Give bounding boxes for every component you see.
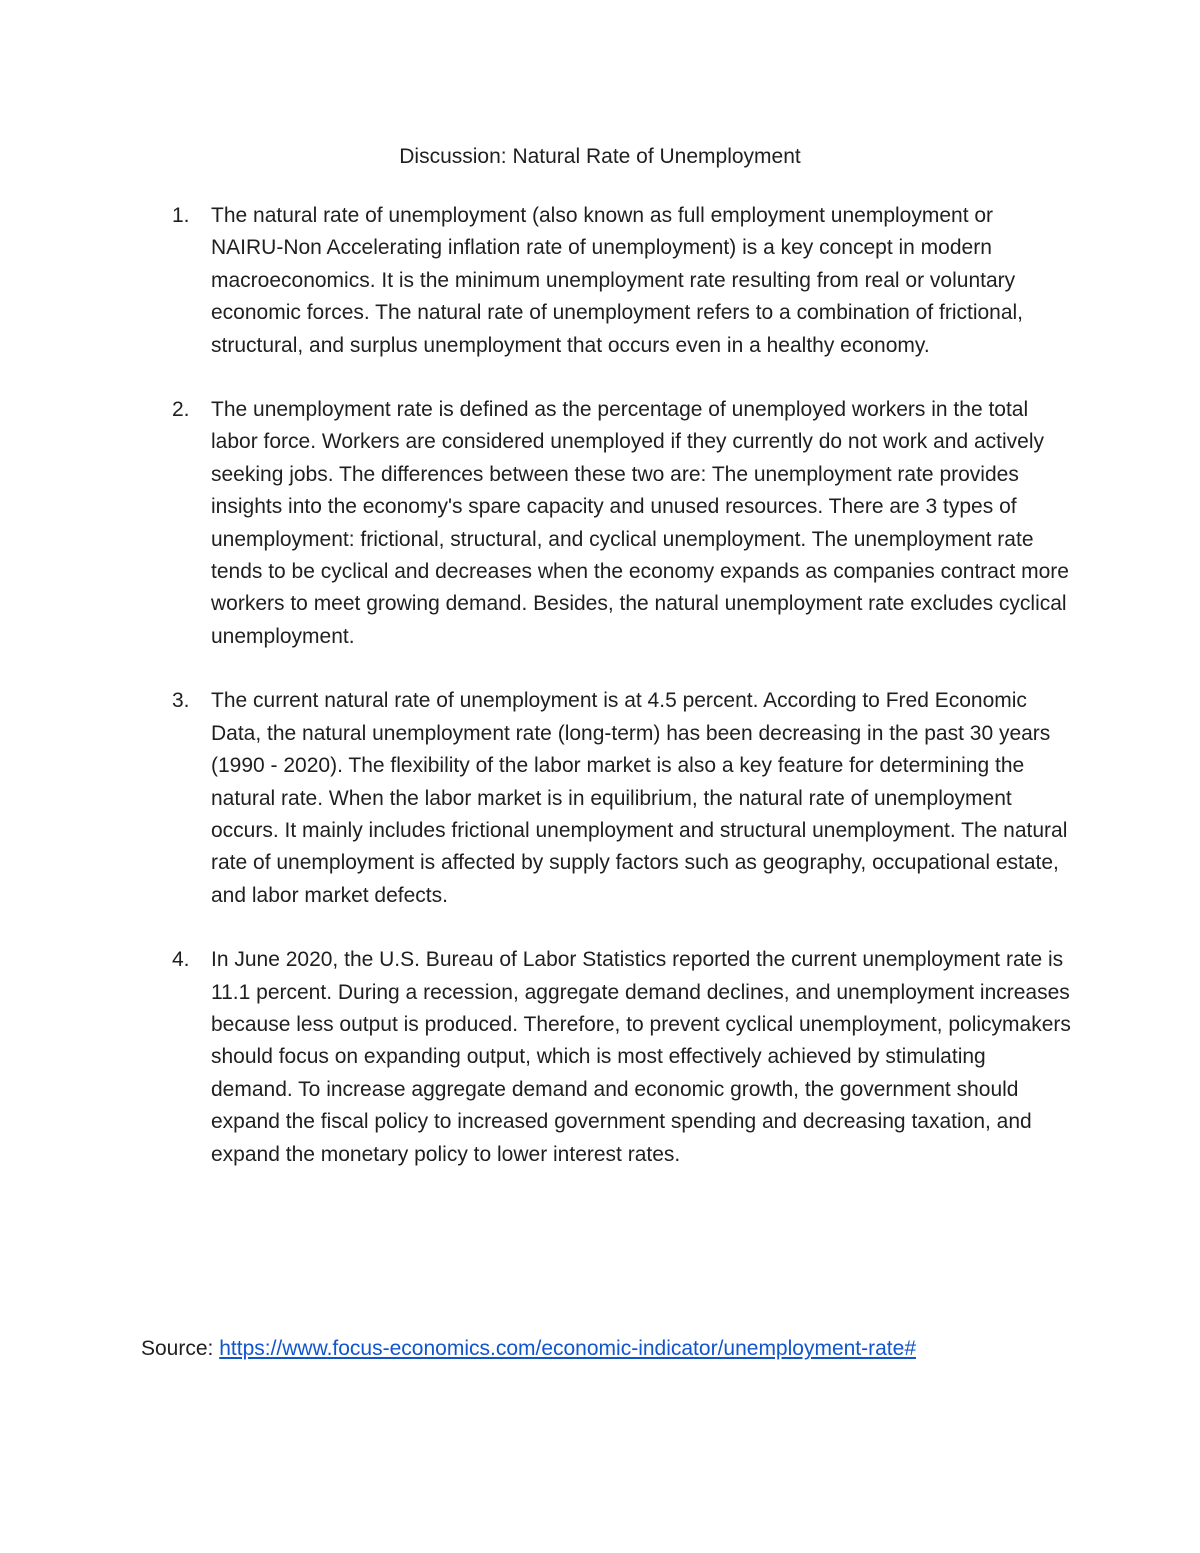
source-line bbox=[141, 1333, 916, 1365]
list-item-number: 1. bbox=[172, 204, 190, 227]
source-link[interactable]: https://www.focus-economics.com/economic-indicator/unemployment-rate# bbox=[219, 1337, 917, 1360]
list-item-text: In June 2020, the U.S. Bureau of Labor Statistics reported the current unemployment rate is 11.1 percent. During a recession, aggregate demand declines, and unemployment increases because less output is produced. Therefore, to prevent cyclical unemployment, policymakers should focus on expanding output, which is most effectively achieved by stimulating demand. To increase aggregate demand and economic growth, the government should expand the fiscal policy to increased government spending and decreasing taxation, and expand the monetary policy to lower interest rates. bbox=[211, 948, 1071, 1166]
list-item-text: The unemployment rate is defined as the percentage of unemployed workers in the total labor force. Workers are considered unemployed if they currently do not work and actively seeking jobs. The differences between these two are: The unemployment rate provides insights into the economy's spare capacity and unused resources. There are 3 types of unemployment: frictional, structural, and cyclical unemployment. The unemployment rate tends to be cyclical and decreases when the economy expands as companies contract more workers to meet growing demand. Besides, the natural unemployment rate excludes cyclical unemployment. bbox=[211, 398, 1069, 648]
document-title: Discussion: Natural Rate of Unemployment bbox=[399, 145, 801, 168]
list-item bbox=[0, 685, 1200, 912]
list-item bbox=[0, 944, 1200, 1171]
list-item bbox=[0, 200, 1200, 362]
list-item-text: The current natural rate of unemployment is at 4.5 percent. According to Fred Economic Data, the natural unemployment rate (long-term) has been decreasing in the past 30 years (1990 - 2020). The flexibility of the labor market is also a key feature for determining the natural rate. When the labor market is in equilibrium, the natural rate of unemployment occurs. It mainly includes frictional unemployment and structural unemployment. The natural rate of unemployment is affected by supply factors such as geography, occupational estate, and labor market defects. bbox=[211, 689, 1068, 907]
list-item-number: 2. bbox=[172, 398, 190, 422]
list-item bbox=[0, 394, 1200, 653]
source-label: Source: bbox=[141, 1337, 214, 1360]
list-item-number: 4. bbox=[172, 948, 190, 972]
list-item-text: The natural rate of unemployment (also known as full employment unemployment or NAIRU-Non Accelerating inflation rate of unemployment) is a key concept in modern macroeconomics. It is the minimum unemployment rate resulting from real or voluntary economic forces. The natural rate of unemployment refers to a combination of frictional, structural, and surplus unemployment that occurs even in a healthy economy. bbox=[211, 204, 1024, 357]
list-item-number: 3. bbox=[172, 689, 190, 713]
discussion-list bbox=[0, 200, 1200, 1171]
